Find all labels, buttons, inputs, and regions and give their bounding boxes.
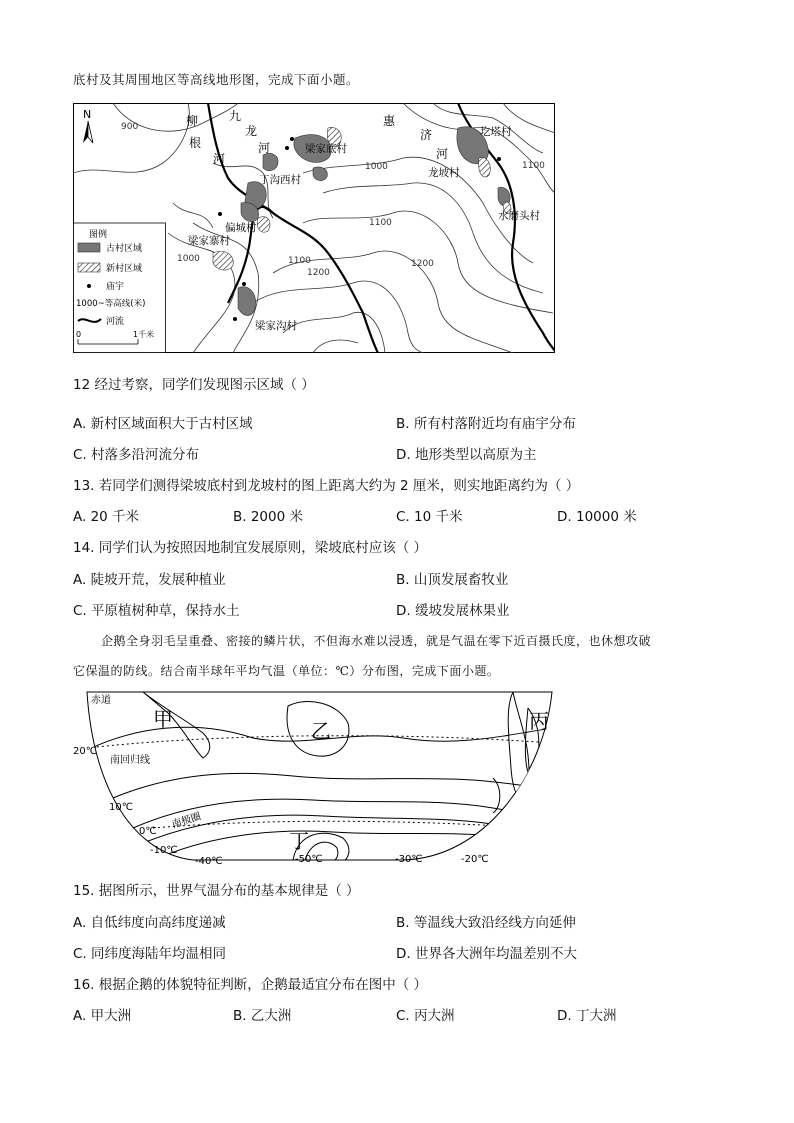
river-label: 河	[436, 147, 449, 161]
question-12-stem: 12 经过考察，同学们发现图示区域（ ）	[73, 377, 315, 393]
contour-label: 900	[121, 122, 139, 132]
contour-map	[73, 103, 555, 353]
q16-option-a[interactable]: A. 甲大洲	[73, 1008, 132, 1024]
isotherm-label: -20℃	[461, 854, 489, 865]
village-label: 水磨头村	[498, 210, 540, 222]
question-13-stem: 13. 若同学们测得梁坡底村到龙坡村的图上距离大约为 2 厘米，则实地距离约为（ ）	[73, 478, 580, 494]
question-14-stem: 14. 同学们认为按照因地制宜发展原则，梁坡底村应该（ ）	[73, 540, 428, 556]
river-label: 根	[189, 136, 202, 150]
village-label: 丁沟西村	[259, 174, 301, 186]
map-legend	[74, 223, 166, 353]
contour-label: 1100	[369, 218, 392, 228]
isotherm-label: -40℃	[195, 856, 223, 867]
q13-option-d[interactable]: D. 10000 米	[557, 509, 637, 525]
isotherm-label: 20℃	[73, 746, 97, 757]
river-label: 河	[258, 141, 271, 155]
q15-option-b[interactable]: B. 等温线大致沿经线方向延伸	[396, 915, 576, 931]
river-label: 龙	[245, 124, 258, 138]
river-label: 九	[229, 109, 242, 123]
river-label: 河	[213, 152, 226, 166]
q15-option-a[interactable]: A. 自低纬度向高纬度递减	[73, 915, 226, 931]
isotherm-label: 0℃	[139, 826, 157, 837]
contour-label: 1200	[307, 268, 330, 278]
continent-label-jia: 甲	[153, 707, 173, 731]
village-label: 梁家寨村	[188, 235, 230, 247]
q14-option-c[interactable]: C. 平原植树种草，保持水土	[73, 603, 240, 619]
village-label: 梁家沟村	[255, 320, 297, 332]
question-15-stem: 15. 据图所示，世界气温分布的基本规律是（ ）	[73, 883, 360, 899]
isotherm-label: -10℃	[150, 845, 178, 856]
legend-item: 庙宇	[106, 282, 125, 292]
q14-option-a[interactable]: A. 陡坡开荒，发展种植业	[73, 572, 226, 588]
contour-label: 1000	[365, 162, 388, 172]
question-16-stem: 16. 根据企鹅的体貌特征判断，企鹅最适宜分布在图中（ ）	[73, 977, 428, 993]
scale-label: 1千米	[133, 330, 155, 339]
q12-option-a[interactable]: A. 新村区域面积大于古村区域	[73, 416, 253, 432]
village-label: 圪塔村	[480, 126, 512, 138]
legend-title: 图例	[89, 230, 108, 240]
q15-option-c[interactable]: C. 同纬度海陆年均温相同	[73, 946, 227, 962]
q16-option-b[interactable]: B. 乙大洲	[233, 1008, 292, 1024]
temperature-map	[73, 688, 553, 868]
contour-label: 1000	[177, 254, 200, 264]
isotherm-label: -50℃	[295, 854, 323, 865]
q13-option-c[interactable]: C. 10 千米	[396, 509, 463, 525]
q14-option-b[interactable]: B. 山顶发展畜牧业	[396, 572, 509, 588]
q16-option-c[interactable]: C. 丙大洲	[396, 1008, 455, 1024]
q13-option-a[interactable]: A. 20 千米	[73, 509, 140, 525]
legend-item: 新村区域	[106, 264, 143, 274]
contour-label: 1200	[411, 259, 434, 269]
legend-item: 古村区域	[106, 244, 143, 254]
continent-label-ding: 丁	[289, 829, 309, 853]
river-label: 济	[420, 128, 433, 142]
q16-option-d[interactable]: D. 丁大洲	[557, 1008, 617, 1024]
q12-option-d[interactable]: D. 地形类型以高原为主	[396, 447, 537, 463]
tropic-label: 南回归线	[110, 755, 150, 766]
contour-label: 1100	[288, 256, 311, 266]
q12-option-c[interactable]: C. 村落多沿河流分布	[73, 447, 200, 463]
continent-label-bing: 丙	[529, 709, 549, 733]
polar-circle-label: 南极圈	[170, 811, 203, 831]
intro-text-2a: 企鹅全身羽毛呈重叠、密接的鳞片状，不但海水难以浸透，就是气温在零下近百摄氏度，也休想攻破	[101, 634, 652, 648]
intro-text-2b: 它保温的防线。结合南半球年平均气温（单位：℃）分布图，完成下面小题。	[73, 664, 500, 678]
village-label: 梁家底村	[305, 143, 347, 155]
village-label: 龙坡村	[428, 167, 460, 179]
q15-option-d[interactable]: D. 世界各大洲年均温差别不大	[396, 946, 577, 962]
equator-label: 赤道	[91, 695, 111, 706]
legend-item: 1000~等高线(米)	[76, 299, 146, 309]
legend-item: 河流	[106, 317, 125, 327]
isotherm-label: 10℃	[109, 802, 133, 813]
q12-option-b[interactable]: B. 所有村落附近均有庙宇分布	[396, 416, 576, 432]
isotherm-label: -30℃	[395, 854, 423, 865]
river-label: 柳	[186, 114, 199, 128]
river-label: 惠	[383, 114, 396, 128]
scale-label: 0	[76, 330, 82, 339]
contour-label: 1100	[522, 161, 545, 171]
q13-option-b[interactable]: B. 2000 米	[233, 509, 303, 525]
q14-option-d[interactable]: D. 缓坡发展林果业	[396, 603, 510, 619]
intro-text-1: 底村及其周围地区等高线地形图，完成下面小题。	[73, 72, 360, 87]
continent-label-yi: 乙	[311, 719, 331, 743]
north-label: N	[83, 108, 92, 121]
village-label: 偏城村	[225, 222, 257, 234]
